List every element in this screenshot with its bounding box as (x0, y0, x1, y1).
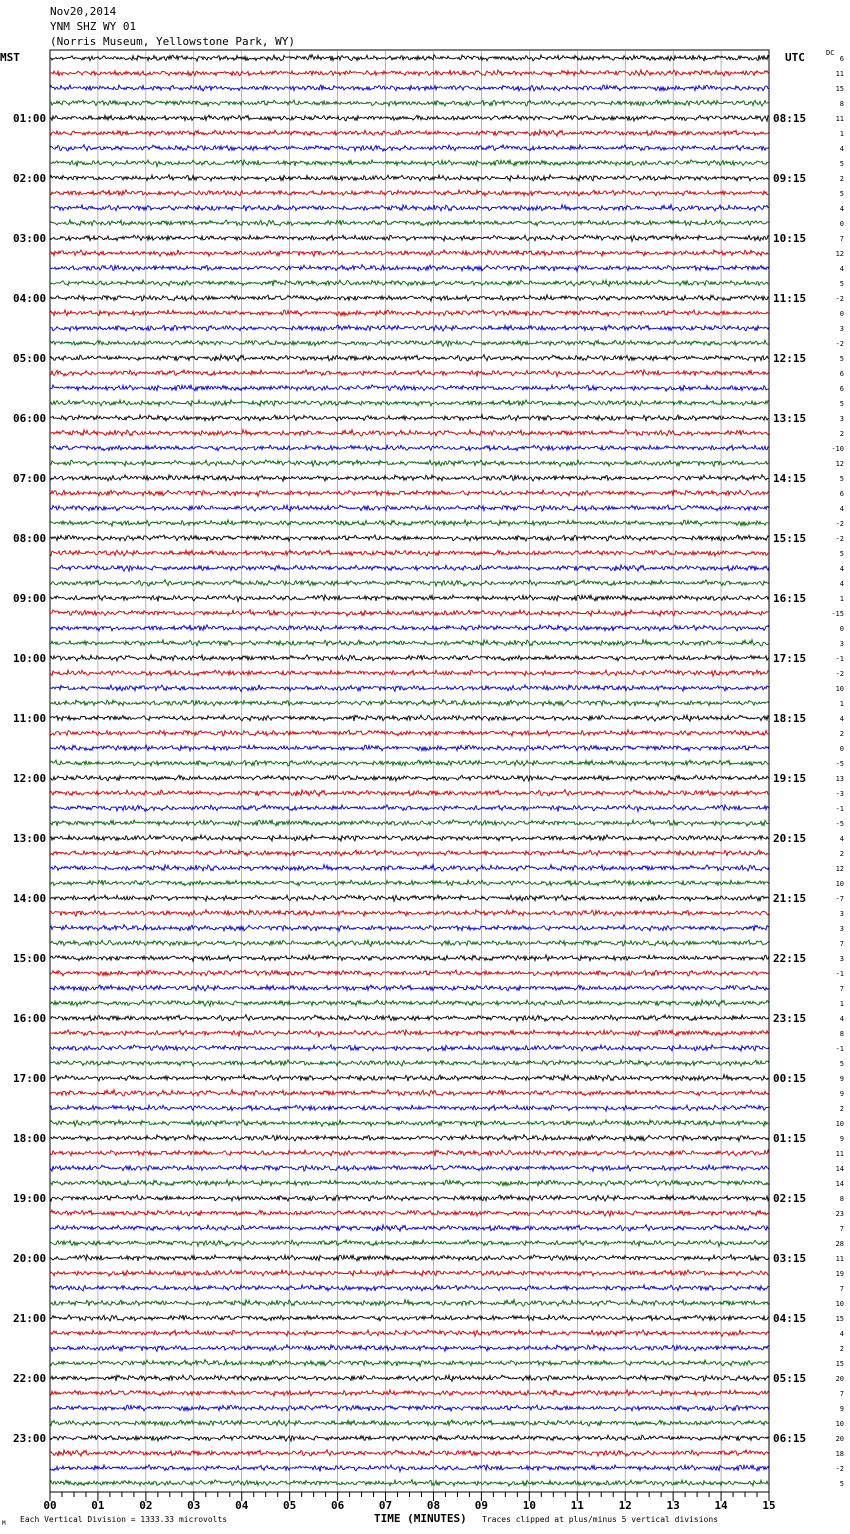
trace-row (50, 565, 769, 571)
dc-offset-label: 11 (835, 115, 844, 123)
x-tick-label: 15 (762, 1499, 776, 1512)
utc-hour-label: 15:15 (773, 532, 807, 545)
location-label: (Norris Museum, Yellowstone Park, WY) (50, 35, 296, 48)
dc-offset-label: -15 (831, 610, 844, 618)
dc-offset-label: 13 (835, 775, 844, 783)
dc-offset-label: 1 (839, 595, 844, 603)
x-tick-label: 04 (235, 1499, 249, 1512)
dc-offset-label: 7 (839, 1225, 844, 1233)
trace-row (50, 1405, 769, 1411)
utc-hour-label: 03:15 (773, 1252, 807, 1265)
dc-offset-label: 0 (839, 220, 844, 228)
utc-hour-label: 09:15 (773, 172, 807, 185)
dc-offset-label: 2 (839, 175, 844, 183)
dc-offset-label: 15 (835, 1315, 844, 1323)
utc-hour-label: 00:15 (773, 1072, 807, 1085)
dc-offset-label: 6 (839, 370, 844, 378)
dc-offset-label: -7 (835, 895, 844, 903)
dc-offset-label: 4 (839, 205, 844, 213)
mst-hour-label: 17:00 (13, 1072, 47, 1085)
dc-offset-label: 0 (839, 310, 844, 318)
dc-offset-label: 19 (835, 1270, 844, 1278)
trace-row (50, 100, 769, 106)
utc-hour-label: 11:15 (773, 292, 807, 305)
trace-row (50, 445, 769, 451)
dc-offset-label: 9 (839, 1135, 844, 1143)
x-tick-label: 06 (330, 1499, 345, 1512)
dc-offset-label: 9 (839, 1075, 844, 1083)
dc-offset-label: 3 (839, 325, 844, 333)
utc-hour-label: 04:15 (773, 1312, 807, 1325)
trace-row (50, 1240, 769, 1247)
utc-hour-label: 16:15 (773, 592, 807, 605)
trace-row (50, 85, 769, 91)
trace-row (50, 1150, 769, 1156)
trace-row (50, 715, 769, 721)
dc-offset-label: 10 (835, 1300, 844, 1308)
mst-hour-label: 22:00 (13, 1372, 47, 1385)
mst-hour-label: 05:00 (13, 352, 47, 365)
trace-row (50, 1420, 769, 1426)
trace-row (50, 130, 769, 136)
station-label: YNM SHZ WY 01 (50, 20, 137, 33)
trace-row (50, 925, 769, 932)
x-axis-title: TIME (MINUTES) (374, 1512, 467, 1525)
trace-row (50, 265, 769, 272)
x-tick-label: 01 (91, 1499, 105, 1512)
trace-row (50, 700, 769, 707)
dc-offset-label: 6 (839, 490, 844, 498)
dc-offset-label: 10 (835, 685, 844, 693)
trace-row (50, 1330, 769, 1337)
trace-row (50, 970, 769, 976)
dc-offset-label: 5 (839, 550, 844, 558)
date-label: Nov20,2014 (50, 5, 117, 18)
utc-hour-label: 12:15 (773, 352, 807, 365)
trace-row (50, 1465, 769, 1472)
trace-row (50, 1315, 769, 1321)
trace-row (50, 280, 769, 286)
dc-offset-label: 6 (839, 55, 844, 63)
trace-row (50, 1195, 769, 1201)
dc-offset-label: 4 (839, 580, 844, 588)
dc-offset-label: 11 (835, 1255, 844, 1263)
mst-hour-label: 23:00 (13, 1432, 47, 1445)
dc-offset-label: 4 (839, 1330, 844, 1338)
trace-row (50, 865, 769, 871)
trace-row (50, 1210, 769, 1216)
dc-offset-label: 28 (835, 1240, 844, 1248)
trace-row (50, 415, 769, 421)
utc-hour-label: 06:15 (773, 1432, 807, 1445)
trace-row (50, 490, 769, 496)
trace-row (50, 1390, 769, 1396)
dc-offset-label: 10 (835, 880, 844, 888)
dc-offset-label: 5 (839, 190, 844, 198)
dc-offset-label: 12 (835, 250, 844, 258)
trace-row (50, 1090, 769, 1096)
utc-hour-label: 14:15 (773, 472, 807, 485)
trace-row (50, 505, 769, 511)
trace-row (50, 1270, 769, 1276)
trace-row (50, 745, 769, 751)
trace-row (50, 1165, 769, 1171)
dc-offset-label: 3 (839, 415, 844, 423)
utc-hour-label: 10:15 (773, 232, 807, 245)
x-tick-label: 14 (714, 1499, 728, 1512)
dc-offset-label: 1 (839, 130, 844, 138)
trace-row (50, 325, 769, 331)
dc-offset-label: 2 (839, 1105, 844, 1113)
trace-row (50, 1255, 769, 1261)
trace-row (50, 985, 769, 991)
utc-hour-label: 13:15 (773, 412, 807, 425)
utc-hour-label: 05:15 (773, 1372, 807, 1385)
dc-offset-label: 15 (835, 85, 844, 93)
mst-hour-label: 21:00 (13, 1312, 47, 1325)
dc-offset-label: 2 (839, 430, 844, 438)
trace-row (50, 1045, 769, 1052)
dc-offset-label: -2 (835, 295, 844, 303)
trace-row (50, 895, 769, 902)
trace-row (50, 70, 769, 76)
trace-row (50, 295, 769, 301)
dc-offset-label: 5 (839, 1060, 844, 1068)
trace-row (50, 1285, 769, 1291)
dc-offset-label: 4 (839, 505, 844, 513)
trace-row (50, 730, 769, 736)
trace-row (50, 1480, 769, 1487)
dc-offset-label: 2 (839, 850, 844, 858)
trace-row (50, 115, 769, 121)
trace-row (50, 955, 769, 961)
dc-offset-label: 4 (839, 835, 844, 843)
trace-row (50, 1345, 769, 1352)
dc-offset-label: 2 (839, 1345, 844, 1353)
trace-row (50, 835, 769, 841)
trace-row (50, 340, 769, 346)
trace-row (50, 1060, 769, 1066)
dc-offset-label: -2 (835, 535, 844, 543)
dc-offset-label: 3 (839, 955, 844, 963)
dc-offset-label: 4 (839, 565, 844, 573)
trace-row (50, 220, 769, 226)
dc-offset-label: 9 (839, 1090, 844, 1098)
dc-offset-label: 18 (835, 1450, 844, 1458)
dc-offset-label: 4 (839, 1015, 844, 1023)
dc-offset-label: 14 (835, 1165, 844, 1173)
dc-offset-label: 12 (835, 865, 844, 873)
dc-offset-label: 11 (835, 1150, 844, 1158)
trace-row (50, 1120, 769, 1127)
trace-row (50, 670, 769, 676)
dc-offset-label: 15 (835, 1360, 844, 1368)
utc-hour-label: 01:15 (773, 1132, 807, 1145)
trace-row (50, 1180, 769, 1186)
dc-offset-label: -5 (835, 820, 844, 828)
dc-offset-label: 4 (839, 715, 844, 723)
utc-hour-label: 23:15 (773, 1012, 807, 1025)
trace-row (50, 205, 769, 212)
dc-offset-label: 7 (839, 1285, 844, 1293)
dc-offset-label: 1 (839, 700, 844, 708)
trace-row (50, 625, 769, 631)
dc-offset-label: 3 (839, 910, 844, 918)
utc-hour-label: 19:15 (773, 772, 807, 785)
mst-hour-label: 06:00 (13, 412, 47, 425)
x-tick-label: 10 (522, 1499, 536, 1512)
dc-offset-label: 10 (835, 1420, 844, 1428)
dc-offset-label: 7 (839, 940, 844, 948)
dc-offset-label: 7 (839, 985, 844, 993)
dc-offset-label: 10 (835, 1120, 844, 1128)
clip-note: Traces clipped at plus/minus 5 vertical divisions (482, 1515, 719, 1524)
dc-offset-label: -3 (835, 790, 844, 798)
trace-row (50, 1075, 769, 1082)
utc-hour-label: 20:15 (773, 832, 807, 845)
trace-row (50, 1360, 769, 1367)
dc-offset-label: 8 (839, 100, 844, 108)
dc-offset-label: 5 (839, 355, 844, 363)
mst-hour-label: 07:00 (13, 472, 47, 485)
dc-offset-label: 9 (839, 1405, 844, 1413)
mst-hour-label: 10:00 (13, 652, 47, 665)
dc-offset-label: 7 (839, 235, 844, 243)
dc-offset-label: 2 (839, 730, 844, 738)
utc-hour-label: 02:15 (773, 1192, 807, 1205)
dc-offset-label: -2 (835, 1465, 844, 1473)
trace-row (50, 550, 769, 556)
trace-row (50, 160, 769, 167)
trace-row (50, 640, 769, 647)
trace-row (50, 310, 769, 316)
dc-offset-label: 5 (839, 475, 844, 483)
dc-offset-label: 14 (835, 1180, 844, 1188)
trace-row (50, 145, 769, 151)
dc-offset-label: -1 (835, 655, 844, 663)
mst-axis-title: MST (0, 51, 20, 64)
trace-row (50, 1000, 769, 1006)
trace-row (50, 1375, 769, 1381)
x-tick-label: 08 (426, 1499, 441, 1512)
dc-offset-label: 8 (839, 1195, 844, 1203)
dc-offset-label: 20 (835, 1435, 844, 1443)
trace-row (50, 880, 769, 886)
trace-row (50, 610, 769, 617)
trace-row (50, 1105, 769, 1111)
dc-offset-label: 3 (839, 640, 844, 648)
x-tick-label: 12 (618, 1499, 632, 1512)
trace-row (50, 775, 769, 781)
trace-row (50, 595, 769, 602)
vertical-scale-note: Each Vertical Division = 1333.33 microvolts (20, 1515, 228, 1524)
dc-offset-label: 7 (839, 1390, 844, 1398)
trace-row (50, 1135, 769, 1142)
mst-hour-label: 16:00 (13, 1012, 47, 1025)
trace-row (50, 820, 769, 827)
trace-row (50, 1030, 769, 1037)
x-tick-label: 03 (187, 1499, 201, 1512)
trace-row (50, 1015, 769, 1021)
dc-offset-label: 5 (839, 1480, 844, 1488)
mst-hour-label: 11:00 (13, 712, 47, 725)
trace-row (50, 685, 769, 692)
dc-offset-label: 1 (839, 1000, 844, 1008)
mst-hour-label: 13:00 (13, 832, 47, 845)
mst-hour-label: 18:00 (13, 1132, 47, 1145)
trace-row (50, 190, 769, 196)
dc-offset-label: -2 (835, 340, 844, 348)
trace-row (50, 1450, 769, 1457)
mst-hour-label: 04:00 (13, 292, 47, 305)
dc-offset-label: -2 (835, 670, 844, 678)
trace-row (50, 175, 769, 182)
mst-hour-label: 14:00 (13, 892, 47, 905)
dc-offset-label: -5 (835, 760, 844, 768)
mst-hour-label: 19:00 (13, 1192, 47, 1205)
trace-row (50, 790, 769, 797)
dc-offset-label: 4 (839, 265, 844, 273)
dc-offset-label: 3 (839, 925, 844, 933)
dc-offset-label: 11 (835, 70, 844, 78)
trace-row (50, 1435, 769, 1441)
mst-hour-label: 03:00 (13, 232, 47, 245)
utc-hour-label: 17:15 (773, 652, 807, 665)
trace-row (50, 580, 769, 586)
utc-hour-label: 21:15 (773, 892, 807, 905)
dc-offset-label: 23 (835, 1210, 844, 1218)
dc-offset-label: -1 (835, 970, 844, 978)
trace-row (50, 940, 769, 946)
x-tick-label: 07 (378, 1499, 393, 1512)
trace-row (50, 235, 769, 241)
trace-row (50, 475, 769, 482)
dc-offset-label: 6 (839, 385, 844, 393)
dc-offset-label: 12 (835, 460, 844, 468)
dc-offset-label: -1 (835, 805, 844, 813)
trace-row (50, 355, 769, 362)
dc-offset-label: 0 (839, 745, 844, 753)
footer-mark: M (2, 1520, 6, 1527)
trace-row (50, 760, 769, 766)
trace-row (50, 805, 769, 812)
trace-row (50, 250, 769, 257)
dc-offset-label: -1 (835, 1045, 844, 1053)
trace-row (50, 1300, 769, 1307)
trace-row (50, 385, 769, 392)
x-tick-label: 11 (570, 1499, 584, 1512)
trace-row (50, 55, 769, 62)
dc-offset-label: 4 (839, 145, 844, 153)
dc-offset-label: -10 (831, 445, 844, 453)
dc-label: DC (826, 49, 835, 57)
mst-hour-label: 08:00 (13, 532, 47, 545)
utc-axis-title: UTC (785, 51, 805, 64)
dc-offset-label: 0 (839, 625, 844, 633)
x-tick-label: 09 (474, 1499, 489, 1512)
trace-row (50, 430, 769, 436)
dc-offset-label: 8 (839, 1030, 844, 1038)
mst-hour-label: 01:00 (13, 112, 47, 125)
x-tick-label: 02 (139, 1499, 153, 1512)
dc-offset-label: 5 (839, 280, 844, 288)
trace-row (50, 535, 769, 541)
trace-row (50, 520, 769, 526)
trace-row (50, 460, 769, 467)
dc-offset-label: 20 (835, 1375, 844, 1383)
trace-row (50, 370, 769, 377)
mst-hour-label: 09:00 (13, 592, 47, 605)
trace-row (50, 910, 769, 917)
utc-hour-label: 22:15 (773, 952, 807, 965)
mst-hour-label: 15:00 (13, 952, 47, 965)
trace-row (50, 655, 769, 661)
x-tick-label: 13 (666, 1499, 680, 1512)
dc-offset-label: -2 (835, 520, 844, 528)
x-tick-label: 05 (283, 1499, 297, 1512)
trace-row (50, 850, 769, 856)
mst-hour-label: 20:00 (13, 1252, 47, 1265)
utc-hour-label: 18:15 (773, 712, 807, 725)
trace-row (50, 1225, 769, 1232)
mst-hour-label: 12:00 (13, 772, 47, 785)
utc-hour-label: 08:15 (773, 112, 807, 125)
x-tick-label: 00 (43, 1499, 57, 1512)
mst-hour-label: 02:00 (13, 172, 47, 185)
dc-offset-label: 5 (839, 160, 844, 168)
trace-row (50, 400, 769, 406)
dc-offset-label: 5 (839, 400, 844, 408)
plot-frame (50, 50, 769, 1492)
